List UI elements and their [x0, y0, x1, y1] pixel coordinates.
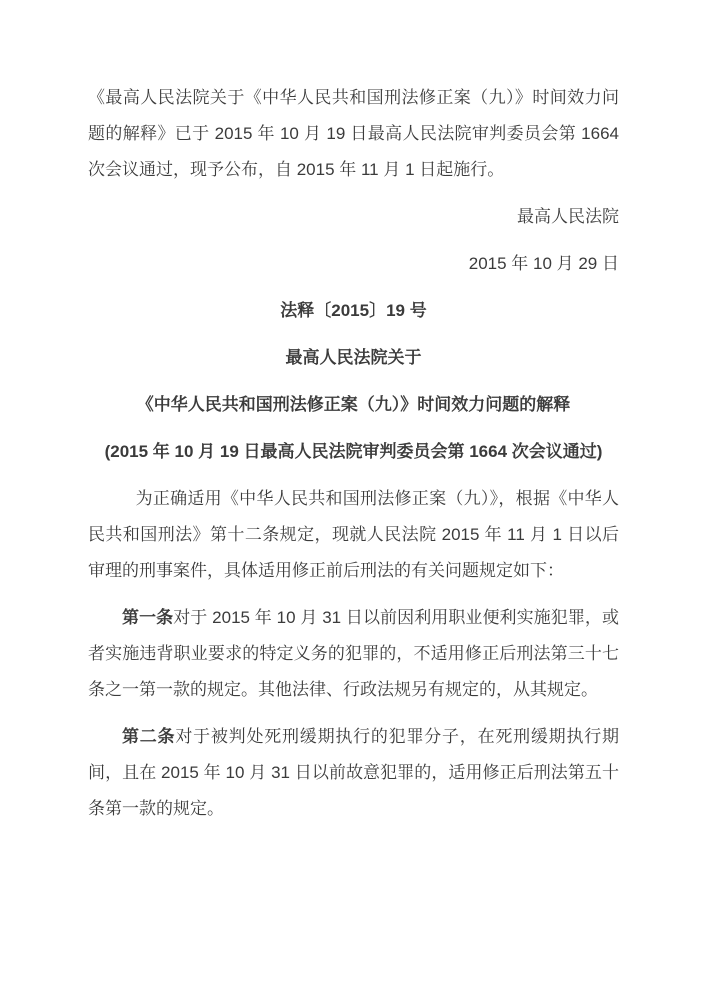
title-line-1: 最高人民法院关于 [285, 348, 422, 367]
article-1-label: 第一条 [122, 608, 174, 627]
announcement-paragraph: 《最高人民法院关于《中华人民共和国刑法修正案（九）》时间效力问题的解释》已于 2015 年 10 月 19 日最高人民法院审判委员会第 1664 次会议通过，现予公布，自 2015 年 11 月 1 日起施行。 [88, 88, 619, 179]
article-2-paragraph [88, 719, 619, 827]
issuer-line: 最高人民法院 [517, 207, 619, 226]
article-2-text: 对于被判处死刑缓期执行的犯罪分子，在死刑缓期执行期间，且在 2015 年 10 月 31 日以前故意犯罪的，适用修正后刑法第五十条第一款的规定。 [88, 727, 620, 818]
title-line-2: 《中华人民共和国刑法修正案（九）》时间效力问题的解释 [136, 395, 571, 414]
article-1-text: 对于 2015 年 10 月 31 日以前因利用职业便利实施犯罪，或者实施违背职业要求的特定义务的犯罪的，不适用修正后刑法第三十七条之一第一款的规定。其他法律、行政法规另有规定的，从其规定。 [88, 608, 619, 699]
article-2-label: 第二条 [122, 727, 176, 746]
article-1-paragraph [88, 600, 619, 708]
preamble-paragraph: 为正确适用《中华人民共和国刑法修正案（九）》，根据《中华人民共和国刑法》第十二条规定，现就人民法院 2015 年 11 月 1 日以后审理的刑事案件，具体适用修正前后刑法的有关问题规定如下： [88, 489, 619, 580]
doc-number-heading: 法释〔2015〕19 号 [280, 301, 427, 320]
title-line-3: (2015 年 10 月 19 日最高人民法院审判委员会第 1664 次会议通过) [104, 442, 603, 461]
issue-date-line: 2015 年 10 月 29 日 [468, 254, 619, 273]
